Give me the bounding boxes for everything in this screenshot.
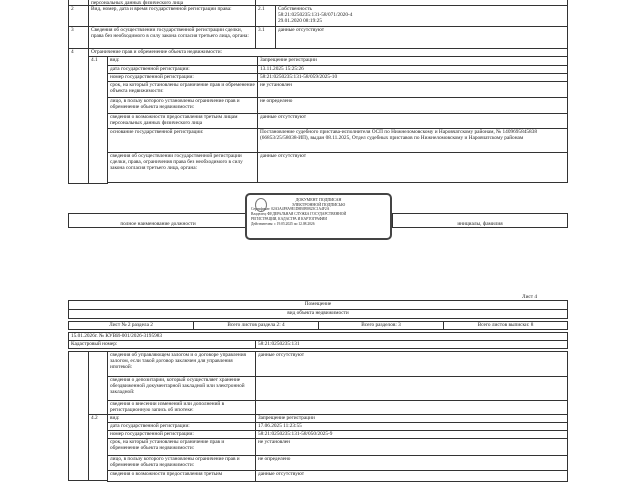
enc-label: вид: xyxy=(107,56,258,66)
row2-label: Вид, номер, дата и время государственной регистрации права: xyxy=(88,5,256,27)
object-type-caption: вид объекта недвижимости xyxy=(68,309,568,319)
enc-value: не установлен xyxy=(257,81,568,98)
row4-sub: 4.1 xyxy=(88,56,108,184)
right-number: 58:21:0250235:131-58/071/2020-4 xyxy=(278,12,353,18)
row0-label: персональных данных физического лица xyxy=(88,0,256,6)
cadastral-value: 58:21:0250235:131 xyxy=(255,340,568,349)
sheet-number: Лист 4 xyxy=(522,294,538,300)
right-date: 29.01.2020 08:19:25 xyxy=(278,18,322,24)
object-type: Помещение xyxy=(68,300,568,310)
row3-label: Сведения об осуществлении государственной регистрации сделки, права без необходимого в силу закона согласия третьего лица, органа: xyxy=(88,26,256,49)
total-sheets-section: Всего листов раздела 2: 4 xyxy=(193,321,319,330)
row2-sub: 2.1 xyxy=(255,5,276,27)
enc-label: основание государственной регистрации: xyxy=(107,128,258,153)
stamp-owner: Владелец: ФЕДЕРАЛЬНАЯ СЛУЖБА ГОСУДАРСТВЕННОЙ xyxy=(251,212,347,216)
enc-label: сведения об осуществлении государственной регистрации сделки, права, ограничения права без необходимого в силу закона согласия третьего лица, органа: xyxy=(107,152,258,183)
enc-label: срок, на который установлены ограничение прав и обременение объекта недвижимости: xyxy=(107,81,258,98)
p2-label: вид: xyxy=(107,414,256,423)
enc-label: лицо, в пользу которого установлены ограничение прав и обременение объекта недвижимости: xyxy=(107,97,258,114)
p2-label: срок, на который установлены ограничение прав и обременение объекта недвижимости: xyxy=(107,438,256,456)
p2-value: не определено xyxy=(255,455,568,471)
row3-value: данные отсутствуют xyxy=(275,26,568,49)
row4-label: Ограничение прав и обременение объекта недвижимости: xyxy=(88,48,568,57)
enc-label: сведения о возможности предоставления третьим лицам персональных данных физического лица xyxy=(107,113,258,129)
row2-value xyxy=(275,5,568,27)
row3-sub: 3.1 xyxy=(255,26,276,49)
p2-label: сведения о возможности предоставления третьим xyxy=(107,470,256,482)
enc-value: данные отсутствуют xyxy=(257,152,568,183)
total-sheets: Всего листов выписки: 8 xyxy=(443,321,568,330)
p2-sub42: 4.2 xyxy=(88,414,108,481)
total-sections: Всего разделов: 3 xyxy=(318,321,444,330)
p2-label: номер государственной регистрации: xyxy=(107,430,256,439)
p2-value: Запрещение регистрации xyxy=(255,414,568,423)
enc-value: 58:21:0250235:131-58/059/2025-10 xyxy=(257,73,568,82)
enc-value: не определено xyxy=(257,97,568,114)
enc-value: Запрещение регистрации xyxy=(257,56,568,66)
p2-value xyxy=(255,400,568,415)
stamp-validity: Действителен: с 19.05.2025 по 12.08.2026 xyxy=(251,222,315,226)
p2-value: данные отсутствуют xyxy=(255,351,568,377)
cadastral-label: Кадастровый номер: xyxy=(68,340,256,349)
row4-num: 4 xyxy=(68,48,89,184)
p2-label: дата государственной регистрации: xyxy=(107,422,256,431)
p2-label: сведения об управляющем залогом и о договоре управления залогом, если такой договор заключен для управления ипотекой: xyxy=(107,351,256,377)
e-signature-stamp xyxy=(245,193,392,240)
p2-value xyxy=(255,376,568,401)
enc-value: 13.11.2025 15:25:26 xyxy=(257,65,568,74)
p2-label: сведения о внесении изменений или дополнений в регистрационную запись об ипотеке: xyxy=(107,400,256,415)
enc-value: Постановление судебного пристава-исполнителя ОСП по Нижнеломовскому и Наровчатскому районам, № 1409695845838 (66853/25/58038-ИП), выдан 08.11.2025, Отдел судебных приставов по Нижнеломовскому и Наровчатскому районам xyxy=(257,128,568,153)
enc-label: дата государственной регистрации: xyxy=(107,65,258,74)
enc-value: данные отсутствуют xyxy=(257,113,568,129)
p2-sub41-col xyxy=(88,351,108,415)
right-type: Собственность xyxy=(278,6,312,12)
p2-value: данные отсутствуют xyxy=(255,470,568,482)
sheet-of-section: Лист № 2 раздела 2 xyxy=(68,321,194,330)
position-caption: полное наименование должности xyxy=(68,213,248,228)
p2-value: не установлен xyxy=(255,438,568,456)
stamp-title: ДОКУМЕНТ ПОДПИСАН xyxy=(295,197,342,202)
enc-label: номер государственной регистрации: xyxy=(107,73,258,82)
p2-value: 17.06.2025 11:23:55 xyxy=(255,422,568,431)
p2-label: сведения о депозитарии, который осуществляет хранение обездвиженной документарной закладной или электронной закладной: xyxy=(107,376,256,401)
doc-number: 15.01.2026г. № КУВИ-001/2026-3195983 xyxy=(68,332,568,341)
stamp-subtitle: ЭЛЕКТРОННОЙ ПОДПИСЬЮ xyxy=(291,202,346,207)
row3-num: 3 xyxy=(68,26,89,49)
p2-num-col xyxy=(68,351,89,481)
p2-value: 58:21:0250235:131-58/050/2025-9 xyxy=(255,430,568,439)
emblem-icon xyxy=(255,198,267,212)
p2-label: лицо, в пользу которого установлены ограничение прав и обременение объекта недвижимости: xyxy=(107,455,256,471)
stamp-owner-cont: РЕГИСТРАЦИИ, КАДАСТРА И КАРТОГРАФИИ xyxy=(251,217,327,221)
row2-num: 2 xyxy=(68,5,89,27)
name-caption: инициалы, фамилия xyxy=(392,213,568,228)
stamp-certificate: Сертификат: 02A3A4F8A9E1D8E0B9B23C1A4F2A xyxy=(251,207,330,211)
